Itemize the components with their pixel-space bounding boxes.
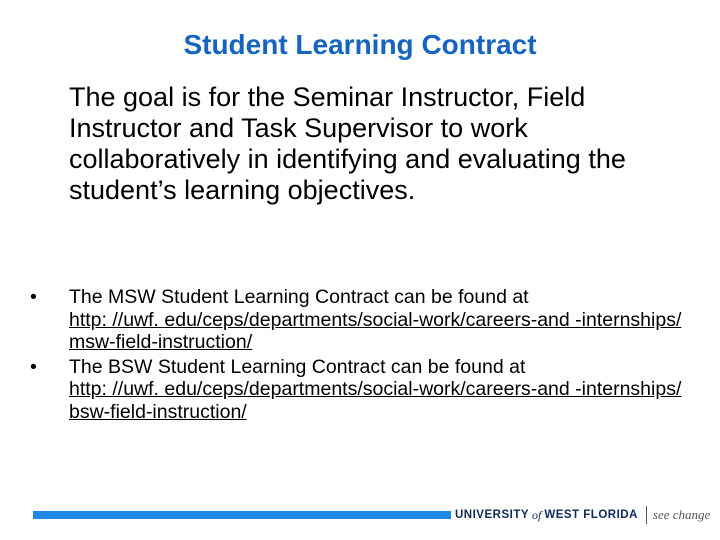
msw-contract-link[interactable]: http: //uwf. edu/ceps/departments/social-work/careers-and -internships/msw-field-instruction/ — [69, 308, 682, 353]
university-logo — [455, 505, 710, 525]
logo-tagline: see change — [652, 507, 711, 522]
bsw-contract-link[interactable]: http: //uwf. edu/ceps/departments/social-work/careers-and -internships/bsw-field-instruction/ — [69, 378, 682, 423]
bullet-text-msw: The MSW Student Learning Contract can be found at — [69, 286, 529, 308]
bullet-text-bsw: The BSW Student Learning Contract can be found at — [69, 355, 526, 378]
logo-divider — [646, 506, 647, 524]
slide-title: Student Learning Contract — [183, 29, 537, 60]
bullet-icon: • — [30, 286, 37, 308]
logo-place-text: WEST FLORIDA — [544, 509, 638, 521]
logo-of-text: of — [532, 507, 542, 522]
intro-paragraph: The goal is for the Seminar Instructor, Field Instructor and Task Supervisor to work collaboratively in identifying and evaluating the student’s learning objectives. — [69, 82, 626, 205]
bullet-icon: • — [30, 355, 37, 378]
footer-bar — [33, 511, 451, 519]
bullet-item-msw — [30, 286, 690, 354]
bullet-item-bsw — [30, 356, 690, 424]
bullet-list — [30, 286, 690, 425]
logo-university-text: UNIVERSITY — [455, 509, 530, 521]
